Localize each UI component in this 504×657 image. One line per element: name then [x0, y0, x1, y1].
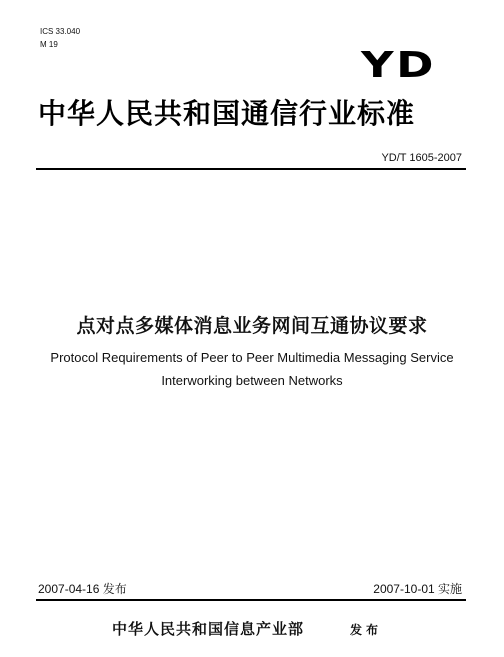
top-divider: [36, 168, 466, 170]
implementation-date: 2007-10-01 实施: [373, 582, 462, 596]
document-title-chinese: 点对点多媒体消息业务网间互通协议要求: [76, 315, 428, 337]
document-title-english-line1: Protocol Requirements of Peer to Peer Multimedia Messaging Service: [50, 350, 454, 365]
publish-label: 发布: [350, 623, 383, 637]
ics-code: ICS 33.040: [40, 27, 81, 36]
issue-date: 2007-04-16 发布: [38, 582, 127, 596]
document-title-english-line2: Interworking between Networks: [161, 373, 343, 388]
bottom-divider: [36, 599, 466, 601]
publisher-name: 中华人民共和国信息产业部: [112, 620, 305, 638]
yd-logo: YD: [361, 45, 436, 86]
standard-number: YD/T 1605-2007: [381, 152, 462, 164]
ccs-code: M 19: [40, 40, 58, 49]
issuing-authority-heading: 中华人民共和国通信行业标准: [38, 97, 416, 130]
